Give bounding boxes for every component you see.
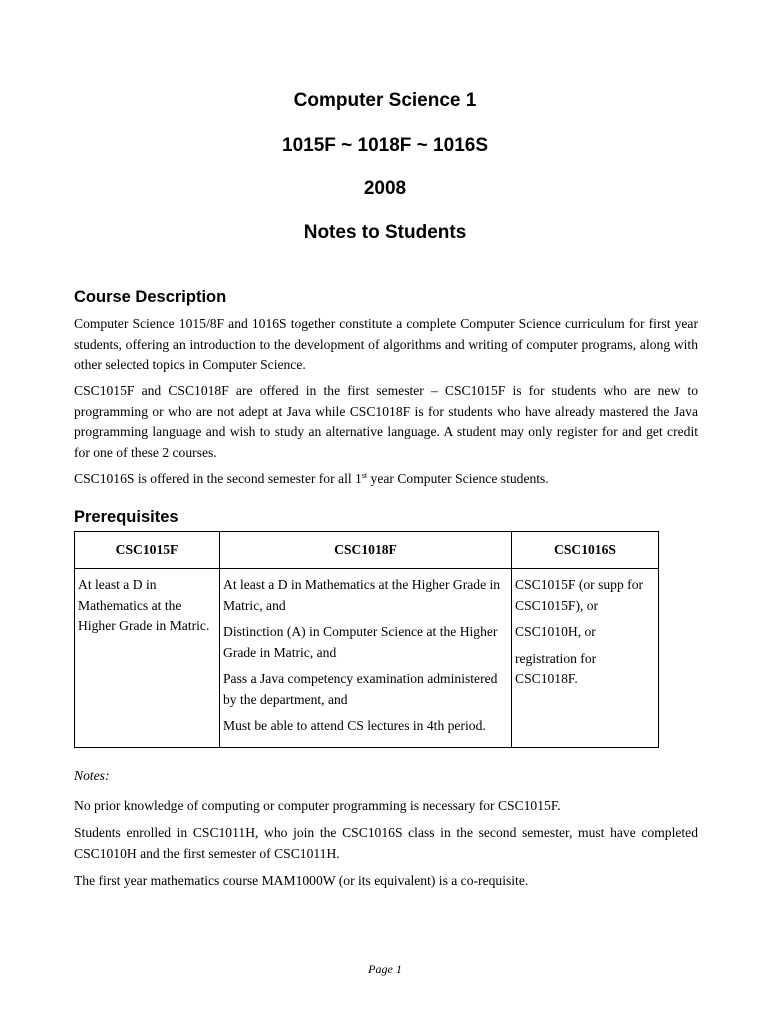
requirement-item: CSC1010H, or [515, 624, 596, 639]
requirement-item: CSC1015F (or supp for CSC1015F), or [515, 577, 644, 613]
requirement-item: Must be able to attend CS lectures in 4th period. [223, 718, 486, 733]
requirement-item: registration for CSC1018F. [515, 650, 597, 686]
note-item: Students enrolled in CSC1011H, who join the CSC1016S class in the second semester, must have completed CSC1010H and the first semester of CSC1011H. [74, 825, 698, 861]
table-header-cell: CSC1018F [220, 532, 512, 569]
table-cell-csc1018f [220, 569, 512, 748]
table-header-cell: CSC1016S [512, 532, 659, 569]
second-semester-paragraph [74, 469, 698, 490]
para3-text-before: CSC1016S is offered in the second semester for all 1 [74, 471, 362, 486]
note-item: No prior knowledge of computing or computer programming is necessary for CSC1015F. [74, 798, 561, 813]
notes-title: Notes to Students [303, 222, 467, 243]
course-codes-title: 1015F ~ 1018F ~ 1016S [282, 135, 488, 156]
ordinal-superscript: st [361, 471, 368, 480]
requirement-item: At least a D in Mathematics at the Higher Grade in Matric, and [223, 577, 501, 613]
table-header-cell: CSC1015F [75, 532, 220, 569]
note-item: The first year mathematics course MAM1000W (or its equivalent) is a co-requisite. [74, 873, 529, 888]
requirement-item: At least a D in Mathematics at the Higher Grade in Matric. [78, 577, 210, 633]
document-title: Computer Science 1 [293, 90, 477, 111]
table-header-row [75, 532, 659, 569]
requirement-item: Pass a Java competency examination administered by the department, and [223, 671, 498, 707]
semester-paragraph: CSC1015F and CSC1018F are offered in the first semester – CSC1015F is for students who are new to programming or who are not adept at Java while CSC1018F is for students who have already mastered the Java programming language and wish to study an alternative language. A student may only register for and get credit for one of these 2 courses. [74, 383, 698, 460]
table-cell-csc1015f [75, 569, 220, 748]
table-cell-csc1016s [512, 569, 659, 748]
requirement-item: Distinction (A) in Computer Science at the Higher Grade in Matric, and [223, 624, 498, 660]
table-row [75, 569, 659, 748]
notes-label: Notes: [74, 768, 110, 783]
description-paragraph: Computer Science 1015/8F and 1016S together constitute a complete Computer Science curriculum for first year students, offering an introduction to the development of algorithms and writing of computer programs, along with other selected topics in Computer Science. [74, 316, 698, 372]
prerequisites-heading: Prerequisites [74, 508, 179, 526]
prerequisites-table [74, 531, 659, 748]
para3-text-after: year Computer Science students. [367, 471, 549, 486]
year-title: 2008 [363, 178, 407, 199]
page-number: Page 1 [368, 962, 402, 976]
course-description-heading: Course Description [74, 288, 227, 306]
